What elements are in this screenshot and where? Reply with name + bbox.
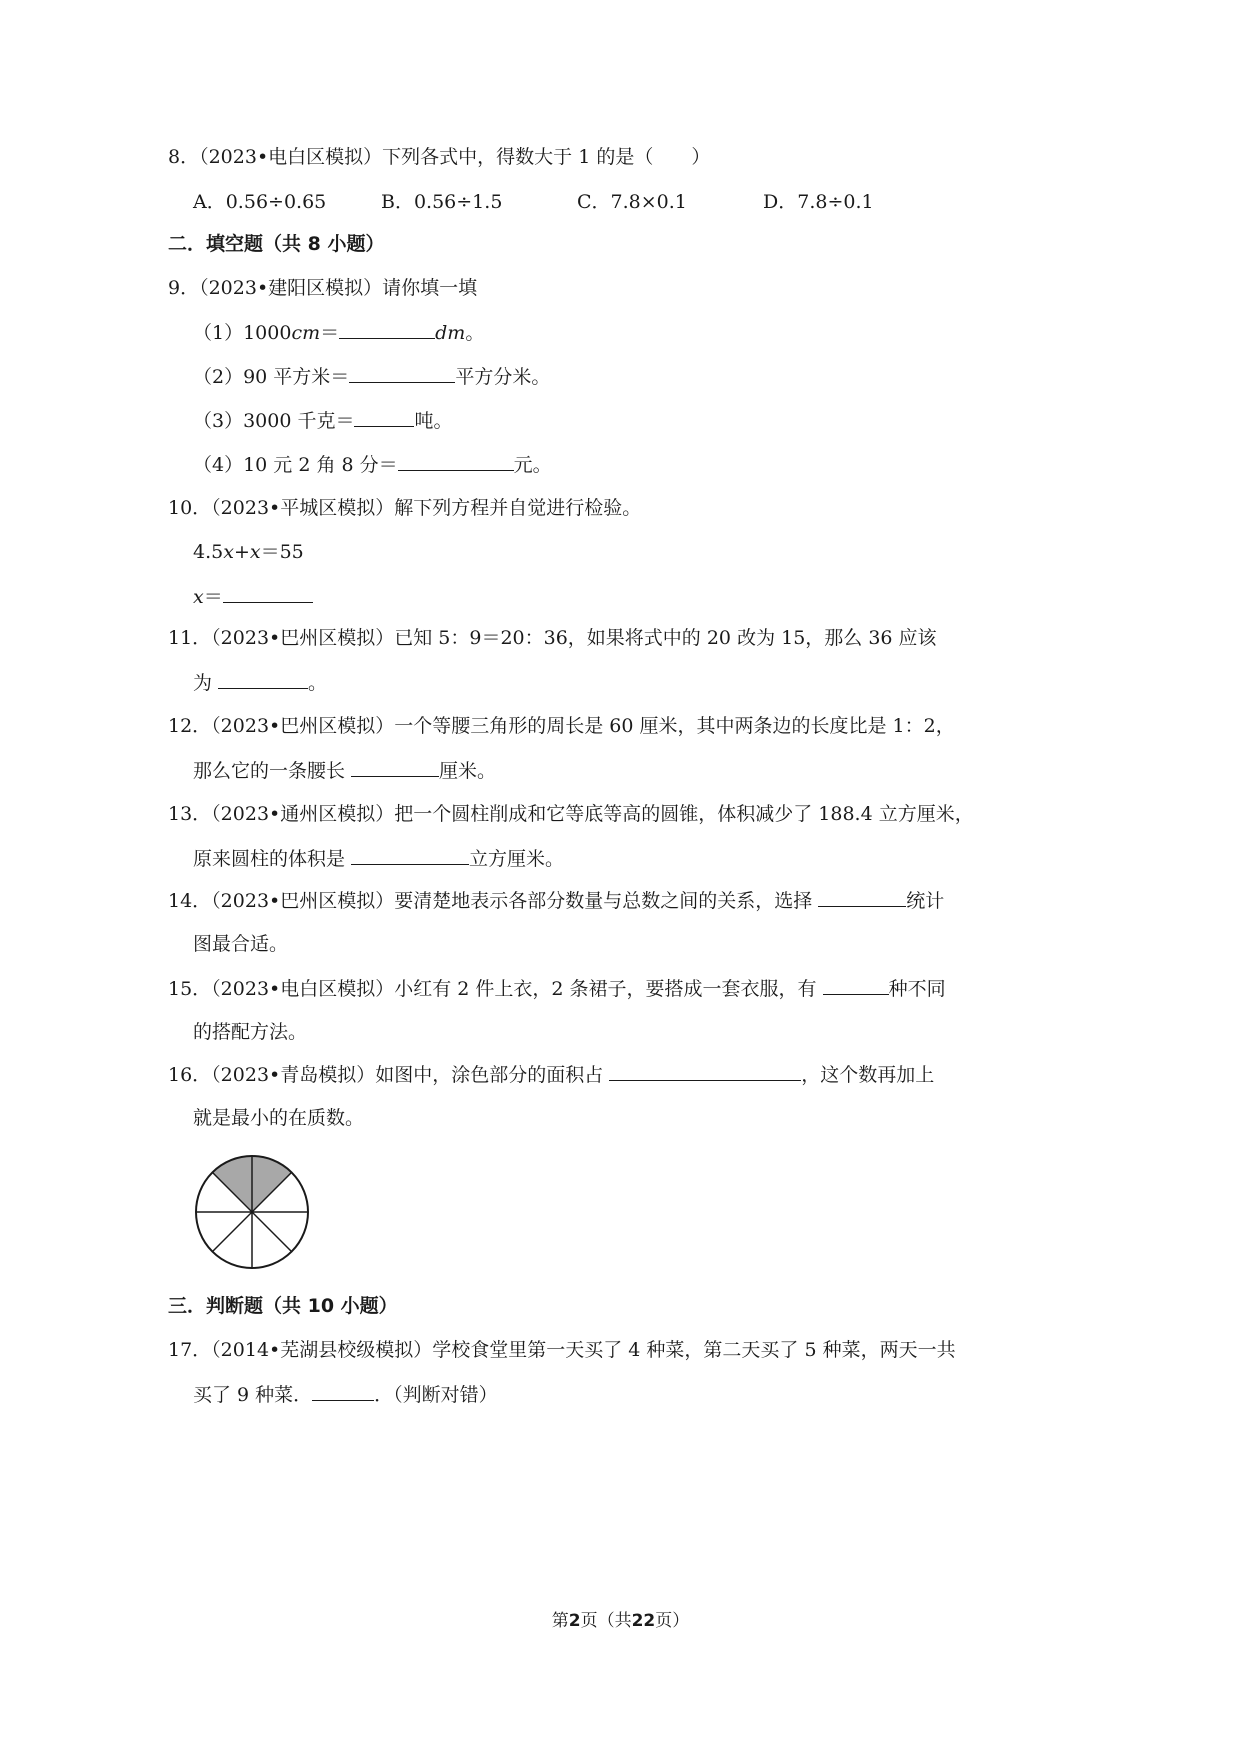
q15-line-1 <box>168 976 946 1001</box>
q14-suffix: 统计 <box>906 890 945 912</box>
q17-suffix: ．（判断对错） <box>374 1384 498 1406</box>
q15-prefix: 15．（2023•电白区模拟）小红有 2 件上衣，2 条裙子，要搭成一套衣服，有 <box>168 978 823 1000</box>
q9-p1-unit2: dm <box>435 322 466 344</box>
q10-answer <box>193 584 313 609</box>
q8-option-b: B．0.56÷1.5 <box>381 191 503 213</box>
shaded-sector <box>212 1156 252 1212</box>
q8-option-a: A．0.56÷0.65 <box>193 191 327 213</box>
q16-circle-figure <box>190 1150 314 1274</box>
q12-prefix: 那么它的一条腰长 <box>193 760 352 782</box>
footer-pre: 第 <box>551 1611 569 1631</box>
q8-option-d: D．7.8÷0.1 <box>763 191 874 213</box>
q14-prefix: 14．（2023•巴州区模拟）要清楚地表示各部分数量与总数之间的关系，选择 <box>168 890 819 912</box>
q10-ans-eq: ＝ <box>203 586 223 608</box>
q9-p1-prefix: （1）1000 <box>193 322 292 344</box>
q12-suffix: 厘米。 <box>439 760 497 782</box>
q9-p4-blank[interactable] <box>398 452 514 471</box>
q10-blank[interactable] <box>223 584 313 603</box>
shaded-sector <box>252 1156 292 1212</box>
q16-prefix: 16．（2023•青岛模拟）如图中，涂色部分的面积占 <box>168 1064 610 1086</box>
q9-p3-prefix: （3）3000 千克＝ <box>193 410 355 432</box>
q10-eq-plus: + <box>233 541 250 563</box>
q13-line-1: 13．（2023•通州区模拟）把一个圆柱削成和它等底等高的圆锥，体积减少了 188.4 立方厘米， <box>168 803 974 825</box>
q17-line-1: 17．（2014•芜湖县校级模拟）学校食堂里第一天买了 4 种菜，第二天买了 5 种菜，两天一共 <box>168 1339 956 1361</box>
q14-line-2: 图最合适。 <box>193 933 289 955</box>
q17-line-2 <box>193 1382 498 1407</box>
q10-eq-coef: 4.5 <box>193 541 224 563</box>
footer-page-number: 2 <box>568 1611 581 1631</box>
q11-line-2 <box>193 670 327 695</box>
q9-part-3 <box>193 408 453 433</box>
q11-suffix: 。 <box>308 672 328 694</box>
q9-stem: 9．（2023•建阳区模拟）请你填一填 <box>168 277 478 299</box>
q11-prefix: 为 <box>193 672 219 694</box>
q10-eq-rhs: ＝55 <box>260 541 304 563</box>
q10-stem: 10．（2023•平城区模拟）解下列方程并自觉进行检验。 <box>168 497 642 519</box>
q15-line-2: 的搭配方法。 <box>193 1021 308 1043</box>
q9-p1-end: 。 <box>465 322 485 344</box>
q9-p2-prefix: （2）90 平方米＝ <box>193 366 350 388</box>
q11-blank[interactable] <box>218 670 308 689</box>
q8-stem: 8．（2023•电白区模拟）下列各式中，得数大于 1 的是（ ） <box>168 146 711 168</box>
q12-line-1: 12．（2023•巴州区模拟）一个等腰三角形的周长是 60 厘米，其中两条边的长度比是 1：2， <box>168 715 955 737</box>
q13-prefix: 原来圆柱的体积是 <box>193 848 352 870</box>
q13-suffix: 立方厘米。 <box>469 848 565 870</box>
section-3-heading: 三．判断题（共 10 小题） <box>168 1295 398 1317</box>
q10-ans-x: x <box>193 586 204 608</box>
q9-p1-eq: ＝ <box>320 322 340 344</box>
q9-p2-suffix: 平方分米。 <box>455 366 551 388</box>
q11-line-1: 11．（2023•巴州区模拟）已知 5：9＝20：36，如果将式中的 20 改为 15，那么 36 应该 <box>168 627 937 649</box>
q9-p3-blank[interactable] <box>354 408 414 427</box>
section-2-heading: 二．填空题（共 8 小题） <box>168 233 385 255</box>
q16-line-1 <box>168 1062 934 1087</box>
q17-blank[interactable] <box>312 1382 374 1401</box>
q9-p3-suffix: 吨。 <box>414 410 453 432</box>
q13-blank[interactable] <box>351 846 469 865</box>
q15-suffix: 种不同 <box>888 978 946 1000</box>
q9-part-1 <box>193 320 484 345</box>
q12-blank[interactable] <box>351 758 439 777</box>
footer-mid: 页（共 <box>580 1611 632 1631</box>
q12-line-2 <box>193 758 496 783</box>
q14-blank[interactable] <box>818 888 906 907</box>
q13-line-2 <box>193 846 564 871</box>
footer-post: 页） <box>655 1611 690 1631</box>
q10-eq-x1: x <box>223 541 234 563</box>
q9-p1-blank[interactable] <box>339 320 435 339</box>
q9-p2-blank[interactable] <box>349 364 455 383</box>
q9-p1-unit1: cm <box>291 322 321 344</box>
footer-total-pages: 22 <box>631 1611 656 1631</box>
q8-option-c: C．7.8×0.1 <box>577 191 687 213</box>
q9-p4-suffix: 元。 <box>513 454 552 476</box>
q16-suffix: ，这个数再加上 <box>801 1064 935 1086</box>
q15-blank[interactable] <box>823 976 889 995</box>
q14-line-1 <box>168 888 944 913</box>
q10-eq-x2: x <box>249 541 261 563</box>
q9-p4-prefix: （4）10 元 2 角 8 分＝ <box>193 454 398 476</box>
q16-blank[interactable] <box>609 1062 801 1081</box>
q9-part-2 <box>193 364 550 389</box>
page-footer <box>0 1606 1241 1631</box>
q16-line-2: 就是最小的在质数。 <box>193 1107 365 1129</box>
q9-part-4 <box>193 452 552 477</box>
q10-equation <box>193 540 304 564</box>
q17-prefix: 买了 9 种菜． <box>193 1384 313 1406</box>
